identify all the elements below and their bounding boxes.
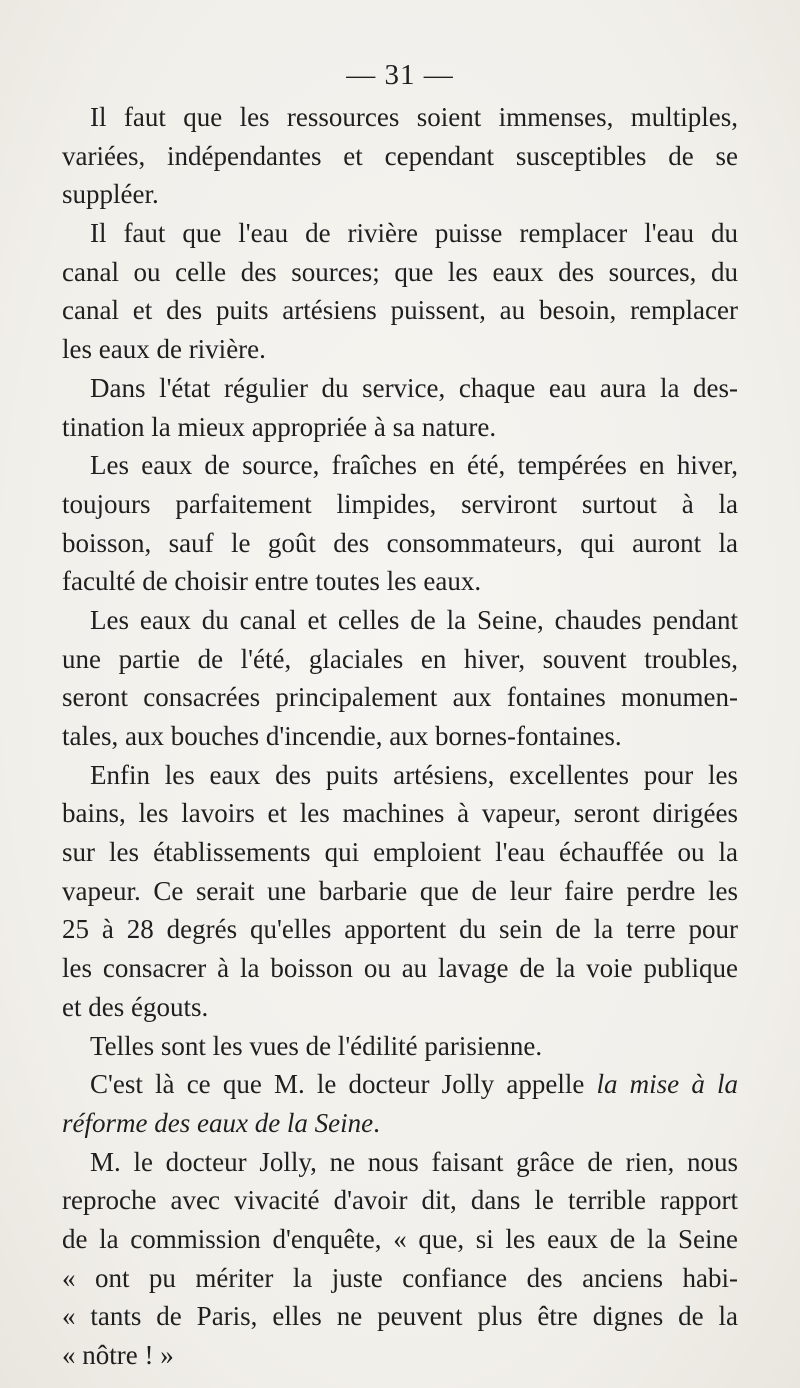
text-line: reproche avec vivacité d'avoir dit, dans le terrible rapport <box>62 1185 738 1216</box>
text-line: de la commission d'enquête, « que, si les eaux de la Seine <box>62 1223 738 1254</box>
text-line: Les eaux de source, fraîches en été, tempérées en hiver, <box>90 450 738 481</box>
text-line <box>62 1065 738 1104</box>
text-line: sur les établissements qui emploient l'eau échauffée ou la <box>62 837 738 868</box>
text-line: une partie de l'été, glaciales en hiver, souvent troubles, <box>62 643 738 674</box>
text-line: boisson, sauf le goût des consommateurs, qui auront la <box>62 527 738 558</box>
text-line: faculté de choisir entre toutes les eaux. <box>62 566 482 597</box>
text-line: vapeur. Ce serait une barbarie que de leur faire perdre les <box>62 875 738 906</box>
text-line: « tants de Paris, elles ne peuvent plus être dignes de la <box>62 1301 738 1332</box>
text-line: canal et des puits artésiens puissent, au besoin, remplacer <box>62 295 738 326</box>
text-line: tales, aux bouches d'incendie, aux bornes-fontaines. <box>62 721 622 751</box>
text-line: « ont pu mériter la juste confiance des anciens habi- <box>62 1262 738 1293</box>
body-text <box>62 98 738 1375</box>
text-line: 25 à 28 degrés qu'elles apportent du sein de la terre pour <box>62 914 738 945</box>
text-line: canal ou celle des sources; que les eaux des sources, du <box>62 256 738 287</box>
text-line: Il faut que les ressources soient immenses, multiples, <box>90 102 738 132</box>
text-line: suppléer. <box>62 179 159 210</box>
text-line: Les eaux du canal et celles de la Seine, chaudes pendant <box>90 604 738 635</box>
text-line: variées, indépendantes et cependant susceptibles de se <box>62 140 738 171</box>
page-number: — 31 — <box>346 59 454 91</box>
text-line: toujours parfaitement limpides, serviront surtout à la <box>62 488 738 519</box>
text-line: M. le docteur Jolly, ne nous faisant grâce de rien, nous <box>90 1146 738 1177</box>
text-line-italic: la mise à la <box>596 1069 738 1100</box>
text-line: Il faut que l'eau de rivière puisse remplacer l'eau du <box>90 218 738 249</box>
text-line: Enfin les eaux des puits artésiens, excellentes pour les <box>90 759 738 790</box>
text-line: tination la mieux appropriée à sa nature. <box>62 411 497 442</box>
text-line-italic: réforme des eaux de la Seine <box>62 1107 374 1138</box>
text-line: « nôtre ! » <box>62 1340 174 1370</box>
text-line: seront consacrées principalement aux fontaines monumen- <box>62 682 738 713</box>
text-line: et des égouts. <box>62 991 209 1022</box>
text-line <box>62 1104 738 1143</box>
text-line: les eaux de rivière. <box>62 334 266 365</box>
text-line: Telles sont les vues de l'édilité parisienne. <box>90 1030 543 1061</box>
text-line-roman: . <box>373 1107 380 1138</box>
text-line: Dans l'état régulier du service, chaque eau aura la des- <box>90 372 738 403</box>
text-line-roman: C'est là ce que M. le docteur Jolly appelle <box>90 1069 597 1100</box>
text-line: bains, les lavoirs et les machines à vapeur, seront dirigées <box>62 798 738 829</box>
text-line: les consacrer à la boisson ou au lavage de la voie publique <box>62 953 738 984</box>
